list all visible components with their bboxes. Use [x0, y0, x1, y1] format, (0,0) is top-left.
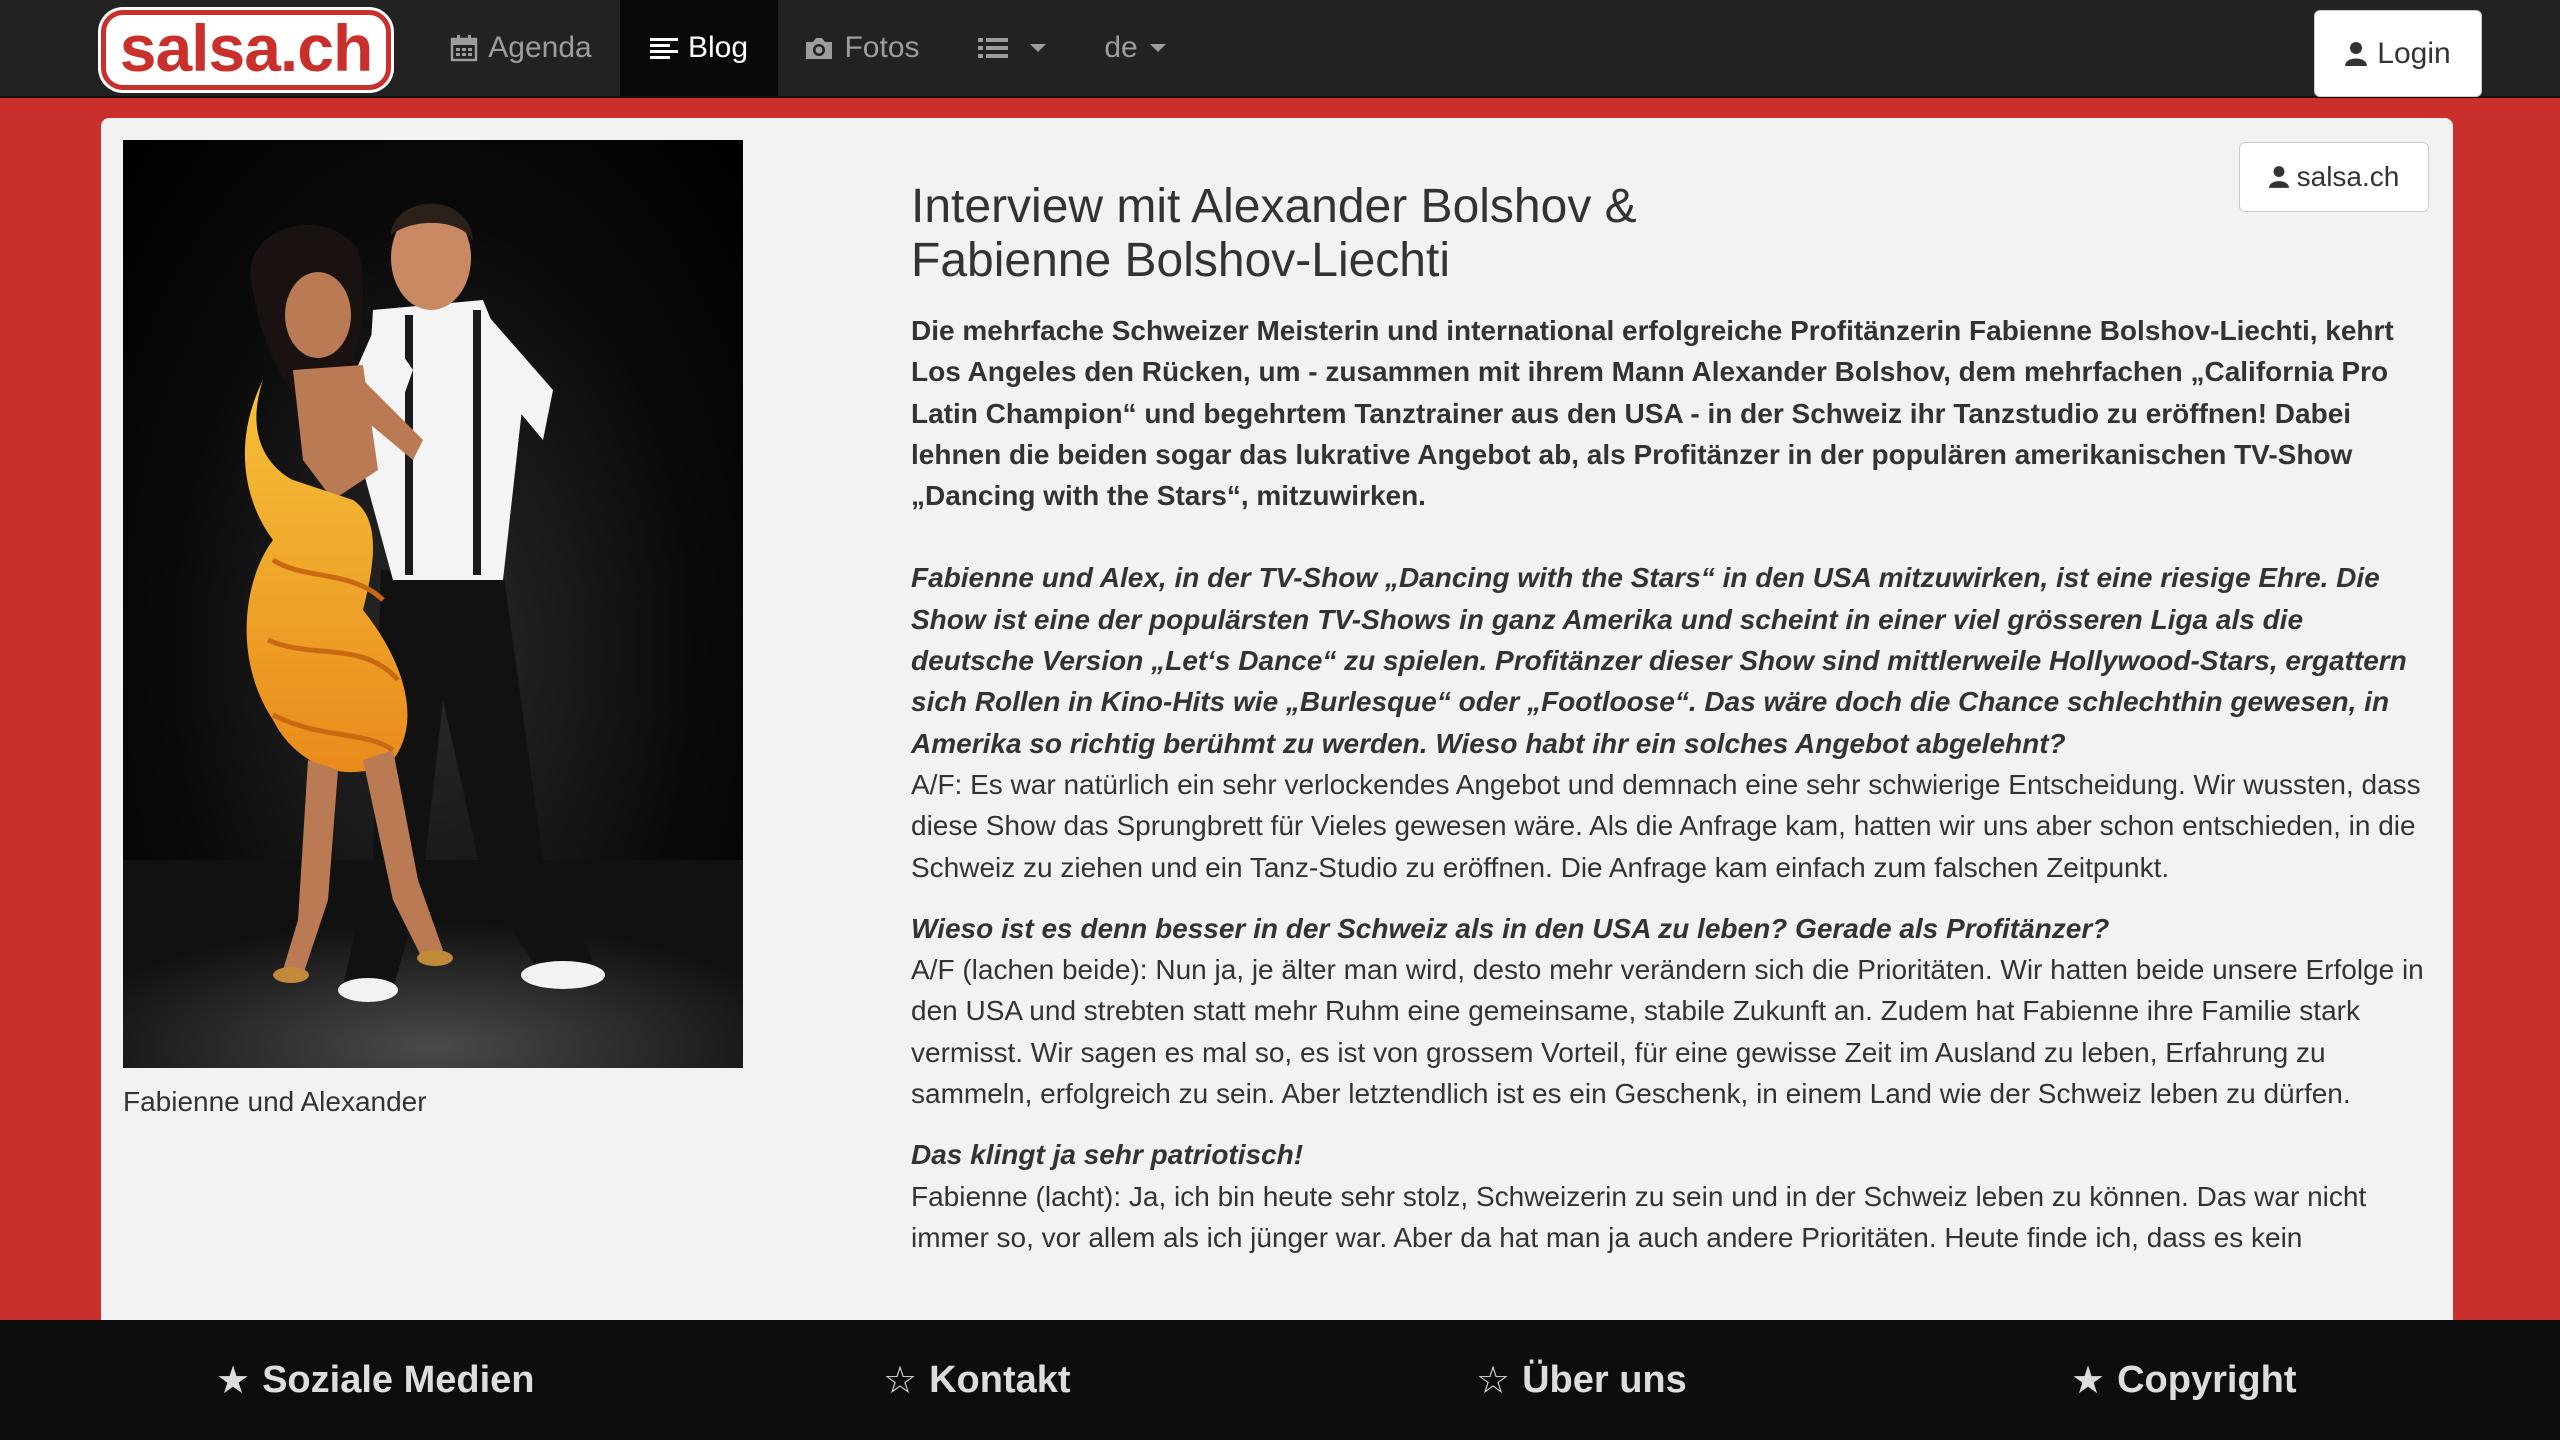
- footer-label: Copyright: [2117, 1358, 2297, 1401]
- list-icon: [978, 36, 1008, 60]
- nav-label-blog: Blog: [687, 31, 749, 64]
- answer-text: Fabienne (lacht): Ja, ich bin heute sehr stolz, Schweizerin zu sein und in der Schweiz leben zu können. Das war nicht immer so, vor allem als ich jünger war. Aber da hat man ja auch andere Prioritäten. Heute finde ich, dass es kein: [911, 1180, 2367, 1253]
- footer-label: Über uns: [1522, 1358, 1687, 1401]
- qa-block: [911, 557, 2429, 887]
- footer-link-about-us[interactable]: [1476, 1320, 1687, 1440]
- nav-item-language[interactable]: [1090, 0, 1180, 96]
- star-outline-icon: ☆: [883, 1359, 918, 1402]
- qa-block: [911, 908, 2429, 1114]
- footer-link-copyright[interactable]: [2071, 1320, 2297, 1440]
- question-text: Wieso ist es denn besser in der Schweiz als in den USA zu leben? Gerade als Profitänzer?: [911, 912, 2110, 944]
- question-text: Das klingt ja sehr patriotisch!: [911, 1139, 1304, 1171]
- nav-item-agenda[interactable]: [440, 0, 602, 96]
- star-filled-icon: ★: [216, 1359, 251, 1402]
- answer-text: A/F: Es war natürlich ein sehr verlockendes Angebot und demnach eine sehr schwierige Entscheidung. Wir wussten, dass diese Show das Sprungbrett für Vieles gewesen wäre. Als die Anfrage kam, hatten wir uns aber schon entschieden, in die Schweiz zu ziehen und ein Tanz-Studio zu eröffnen. Die Anfrage kam einfach zum falschen Zeitpunkt.: [911, 768, 2421, 883]
- nav-label-agenda: Agenda: [488, 31, 592, 64]
- content-panel: [101, 118, 2453, 1340]
- chevron-down-icon: [1030, 44, 1046, 52]
- article-title: Interview mit Alexander Bolshov & Fabienne Bolshov-Liechti: [911, 180, 1637, 287]
- article-lead: Die mehrfache Schweizer Meisterin und international erfolgreiche Profitänzerin Fabienne Bolshov-Liechti, kehrt Los Angeles den Rücken, um - zusammen mit ihrem Mann Alexander Bolshov, dem mehrfachen „California Pro Latin Champion“ und begehrtem Tanztrainer aus den USA - in der Schweiz ihr Tanzstudio zu eröffnen! Dabei lehnen die beiden sogar das lukrative Angebot ab, als Profitänzer in der populären amerikanischen TV-Show „Dancing with the Stars“, mitzuwirken.: [911, 315, 2394, 512]
- calendar-icon: [450, 34, 478, 62]
- nav-label-language: de: [1104, 31, 1138, 64]
- qa-block: [911, 1134, 2429, 1258]
- camera-icon: [804, 35, 834, 61]
- footer-link-social-media[interactable]: [216, 1320, 534, 1440]
- footer-label: Kontakt: [929, 1358, 1071, 1401]
- login-label: Login: [2377, 36, 2451, 70]
- dancers-photo[interactable]: [123, 140, 743, 1068]
- site-logo[interactable]: [101, 10, 391, 90]
- footer-bar: [0, 1320, 2560, 1440]
- author-label: salsa.ch: [2296, 161, 2400, 192]
- nav-item-more-menu[interactable]: [962, 0, 1062, 96]
- logo-text: salsa.ch: [119, 11, 373, 85]
- answer-text: A/F (lachen beide): Nun ja, je älter man wird, desto mehr verändern sich die Prioritäten. Wir hatten beide unsere Erfolge in den USA und strebten statt mehr Ruhm eine gemeinsame, stabile Zukunft an. Zudem hat Fabienne ihre Familie stark vermisst. Wir sagen es mal so, es ist von grossem Vorteil, für eine gewisse Zeit im Ausland zu leben, Erfahrung zu sammeln, erfolgreich zu sein. Aber letztendlich ist es ein Geschenk, in einem Land wie der Schweiz leben zu dürfen.: [911, 954, 2424, 1110]
- footer-label: Soziale Medien: [262, 1358, 535, 1401]
- login-button[interactable]: [2314, 10, 2482, 97]
- star-filled-icon: ★: [2071, 1359, 2106, 1402]
- star-outline-icon: ☆: [1476, 1359, 1511, 1402]
- nav-label-fotos: Fotos: [844, 31, 920, 64]
- chevron-down-icon: [1150, 44, 1166, 52]
- list-lines-icon: [650, 36, 678, 60]
- nav-item-blog[interactable]: [620, 0, 778, 96]
- nav-item-fotos[interactable]: [792, 0, 932, 96]
- question-text: Fabienne und Alex, in der TV-Show „Dancing with the Stars“ in den USA mitzuwirken, ist eine riesige Ehre. Die Show ist eine der populärsten TV-Shows in ganz Amerika und scheint in einer viel grösseren Liga als die deutsche Version „Let‘s Dance“ zu spielen. Profitänzer dieser Show sind mittlerweile Hollywood-Stars, ergattern sich Rollen in Kino-Hits wie „Burlesque“ oder „Footloose“. Das wäre doch die Chance schlechthin gewesen, in Amerika so richtig berühmt zu werden. Wieso habt ihr ein solches Angebot abgelehnt?: [911, 562, 2407, 759]
- user-icon: [2345, 41, 2367, 67]
- footer-link-contact[interactable]: [883, 1320, 1071, 1440]
- photo-caption: Fabienne und Alexander: [123, 1086, 427, 1117]
- top-navbar: [0, 0, 2560, 98]
- article-body: [911, 180, 2429, 1278]
